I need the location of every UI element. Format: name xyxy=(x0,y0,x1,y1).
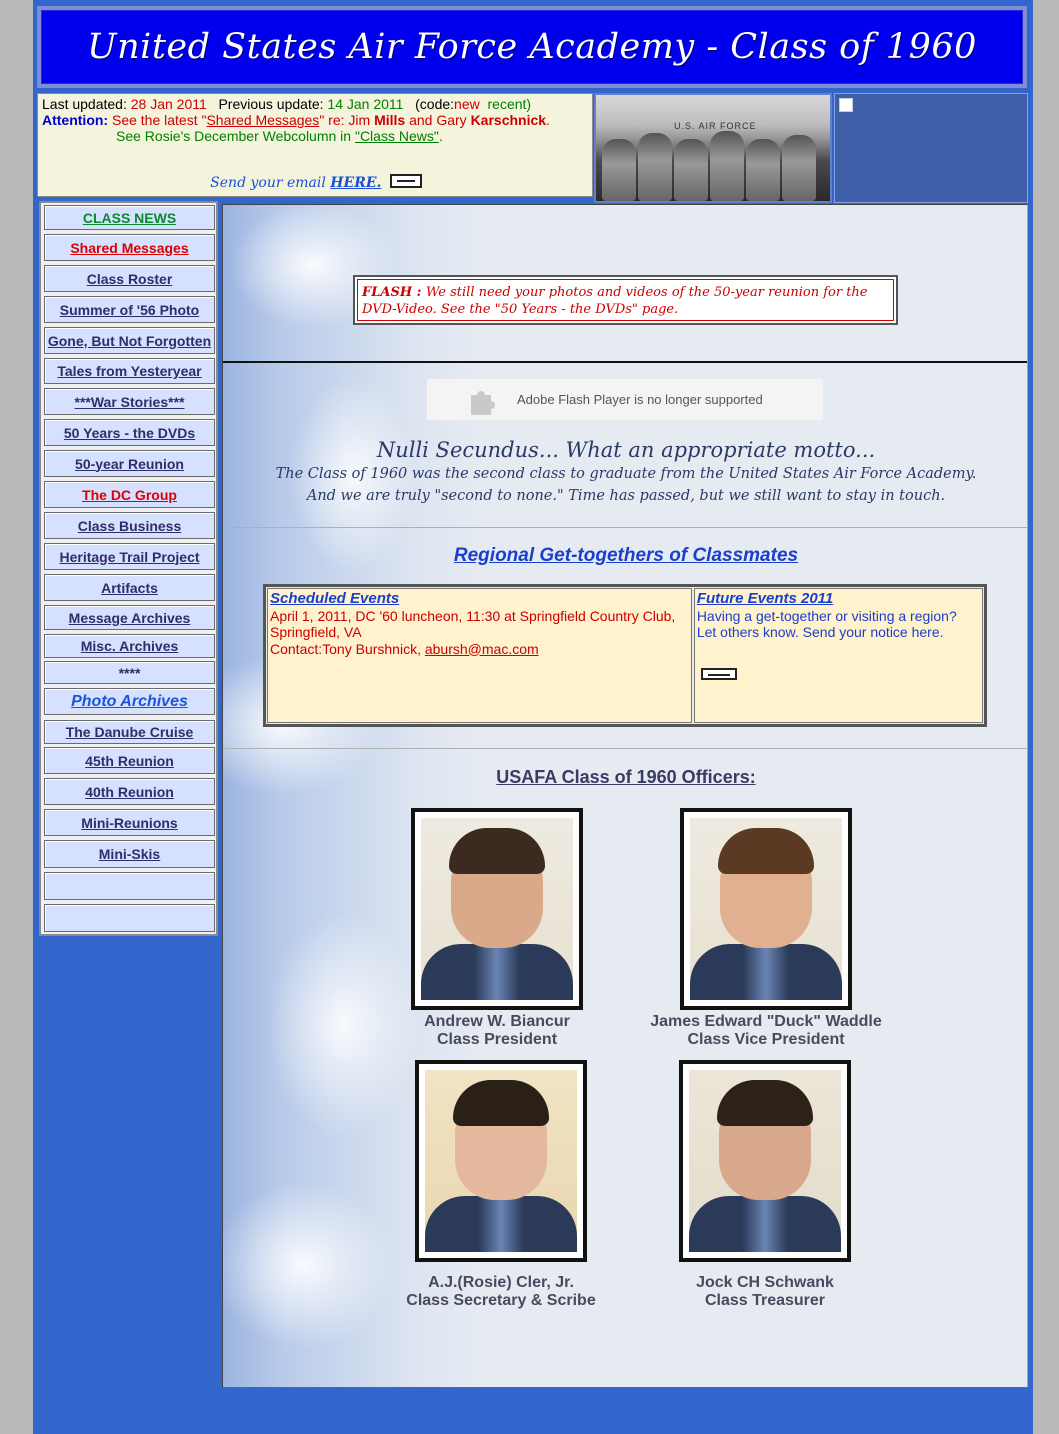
sidebar-item-heritage-trail[interactable]: Heritage Trail Project xyxy=(44,543,215,570)
officer-name: James Edward "Duck" Waddle xyxy=(650,1013,882,1030)
officer-caption-president xyxy=(383,1013,611,1049)
sidebar-item-empty xyxy=(44,872,215,900)
officer-name: Andrew W. Biancur xyxy=(424,1013,570,1030)
sidebar-item-class-business[interactable]: Class Business xyxy=(44,512,215,539)
flash-notice xyxy=(353,275,898,325)
officer-portrait-president xyxy=(411,808,583,1010)
flash-text: We still need your photos and videos of the 50-year reunion for the DVD-Video. See the "50 Years - the DVDs" page. xyxy=(362,285,868,317)
scheduled-events-link[interactable]: Scheduled Events xyxy=(270,590,400,607)
flash-player-placeholder xyxy=(427,379,823,420)
photo-figure xyxy=(638,133,672,201)
sidebar-item-mini-skis[interactable]: Mini-Skis xyxy=(44,840,215,868)
officer-caption-secretary xyxy=(383,1274,619,1310)
code-recent: recent) xyxy=(487,96,532,112)
last-updated-label: Last updated: xyxy=(42,96,127,112)
photo-figure xyxy=(782,135,816,201)
divider xyxy=(223,748,1027,749)
scheduled-events-cell xyxy=(267,588,692,723)
attention-name-mills: Mills xyxy=(374,112,406,128)
uniform-shape xyxy=(425,1196,577,1252)
sidebar-item-artifacts[interactable]: Artifacts xyxy=(44,574,215,601)
plane-lettering: U.S. AIR FORCE xyxy=(674,121,757,131)
photo-figure xyxy=(602,139,636,201)
uniform-shape xyxy=(690,944,842,1000)
update-line xyxy=(42,96,588,112)
photo-figure xyxy=(674,139,708,201)
email-line xyxy=(38,174,594,191)
officer-role: Class Vice President xyxy=(687,1031,845,1048)
previous-update-label: Previous update: xyxy=(218,96,324,112)
shared-messages-link[interactable]: Shared Messages xyxy=(206,112,320,128)
code-new: new xyxy=(454,96,480,112)
attention-text-c: and Gary xyxy=(405,112,471,128)
email-text: Send your email xyxy=(210,175,331,191)
sidebar-item-shared-messages[interactable]: Shared Messages xyxy=(44,234,215,261)
uniform-shape xyxy=(421,944,573,1000)
officer-portrait-secretary xyxy=(415,1060,587,1262)
motto-line-2: And we are truly "second to none." Time has passed, but we still want to stay in touch. xyxy=(306,488,946,504)
sidebar-item-tales-yesteryear[interactable]: Tales from Yesteryear xyxy=(44,358,215,384)
officer-caption-treasurer xyxy=(655,1274,875,1310)
motto-line-1: The Class of 1960 was the second class to graduate from the United States Air Force Academy. xyxy=(275,466,977,482)
sidebar-item-danube-cruise[interactable]: The Danube Cruise xyxy=(44,720,215,744)
sidebar-item-50-year-reunion[interactable]: 50-year Reunion xyxy=(44,450,215,477)
uniform-shape xyxy=(689,1196,841,1252)
sidebar-item-dc-group[interactable]: The DC Group xyxy=(44,481,215,508)
sidebar-item-photo-archives[interactable]: Photo Archives xyxy=(44,688,215,715)
webcolumn-text: See Rosie's December Webcolumn in xyxy=(116,128,355,144)
envelope-icon[interactable] xyxy=(390,174,422,188)
sidebar-item-war-stories[interactable]: ***War Stories*** xyxy=(44,388,215,415)
portrait-hair xyxy=(449,828,545,874)
officer-role: Class President xyxy=(436,1031,558,1048)
photo-figure xyxy=(746,139,780,201)
portrait-hair xyxy=(718,828,814,874)
sidebar-nav xyxy=(39,201,218,936)
attention-text-a: See the latest " xyxy=(111,112,207,128)
sidebar-item-separator: **** xyxy=(44,661,215,684)
sidebar-item-40th-reunion[interactable]: 40th Reunion xyxy=(44,778,215,805)
attention-text-d: . xyxy=(546,112,550,128)
flash-lead: FLASH : xyxy=(362,285,426,300)
portrait-hair xyxy=(453,1080,549,1126)
contact-label: Contact:Tony Burshnick, xyxy=(270,640,425,657)
flash-player-message: Adobe Flash Player is no longer supported xyxy=(517,392,763,407)
last-updated-date: 28 Jan 2011 xyxy=(130,96,207,112)
envelope-icon[interactable] xyxy=(701,668,737,680)
attention-text-b: " re: Jim xyxy=(319,112,375,128)
portrait-hair xyxy=(717,1080,813,1126)
officer-role: Class Treasurer xyxy=(704,1292,826,1309)
officer-name: A.J.(Rosie) Cler, Jr. xyxy=(428,1274,574,1291)
officer-name: Jock CH Schwank xyxy=(696,1274,834,1291)
sidebar-item-50-years-dvds[interactable]: 50 Years - the DVDs xyxy=(44,419,215,446)
page-frame xyxy=(33,0,1033,1434)
sidebar-item-gone-not-forgotten[interactable]: Gone, But Not Forgotten xyxy=(44,327,215,354)
sidebar-item-misc-archives[interactable]: Misc. Archives xyxy=(44,634,215,658)
future-events-link[interactable]: Future Events 2011 xyxy=(696,590,834,607)
sidebar-item-45th-reunion[interactable]: 45th Reunion xyxy=(44,747,215,774)
flash-notice-text xyxy=(357,279,894,321)
officers-title: USAFA Class of 1960 Officers: xyxy=(496,767,756,787)
scheduled-contact xyxy=(270,641,689,658)
update-info-panel xyxy=(37,93,593,197)
officer-portrait-treasurer xyxy=(679,1060,851,1262)
events-table xyxy=(263,584,987,727)
sidebar-item-message-archives[interactable]: Message Archives xyxy=(44,605,215,630)
attention-label: Attention: xyxy=(42,112,109,128)
header-photo-officers-plane xyxy=(594,93,832,203)
attention-name-karschnick: Karschnick xyxy=(470,112,547,128)
sidebar-item-class-news[interactable]: CLASS NEWS xyxy=(44,205,215,230)
class-news-link[interactable]: "Class News" xyxy=(354,128,439,144)
divider xyxy=(223,527,1027,528)
regional-gettogethers-link[interactable]: Regional Get-togethers of Classmates xyxy=(453,545,799,566)
sidebar-item-class-roster[interactable]: Class Roster xyxy=(44,265,215,292)
webcolumn-line xyxy=(42,128,588,144)
previous-update-date: 14 Jan 2011 xyxy=(327,96,404,112)
sidebar-item-summer-56-photo[interactable]: Summer of '56 Photo xyxy=(44,296,215,323)
site-title: United States Air Force Academy - Class of 1960 xyxy=(87,27,977,67)
attention-line xyxy=(42,112,588,128)
motto-section xyxy=(223,437,1029,507)
motto-body xyxy=(223,463,1029,507)
code-label: (code: xyxy=(415,96,455,112)
officer-caption-vice-president xyxy=(623,1013,909,1049)
future-events-text: Having a get-together or visiting a region? Let others know. Send your notice here. xyxy=(696,607,957,640)
motto-title: Nulli Secundus... What an appropriate motto... xyxy=(376,438,876,462)
divider xyxy=(223,361,1027,363)
broken-image-icon xyxy=(839,98,853,112)
scheduled-event-text: April 1, 2011, DC '60 luncheon, 11:30 at Springfield Country Club, Springfield, VA xyxy=(270,607,676,640)
webcolumn-text-end: . xyxy=(438,128,443,144)
sidebar-item-mini-reunions[interactable]: Mini-Reunions xyxy=(44,809,215,836)
officer-portrait-vice-president xyxy=(680,808,852,1010)
header-broken-image-panel xyxy=(834,93,1028,203)
email-here-link[interactable]: HERE. xyxy=(330,175,382,191)
puzzle-piece-icon xyxy=(465,383,499,417)
officer-role: Class Secretary & Scribe xyxy=(406,1292,596,1309)
main-content xyxy=(222,204,1028,1388)
photo-figure xyxy=(710,131,744,201)
future-events-cell xyxy=(694,588,983,723)
contact-email-link[interactable]: abursh@mac.com xyxy=(424,640,539,657)
sidebar-item-empty xyxy=(44,904,215,932)
site-banner xyxy=(37,6,1027,88)
